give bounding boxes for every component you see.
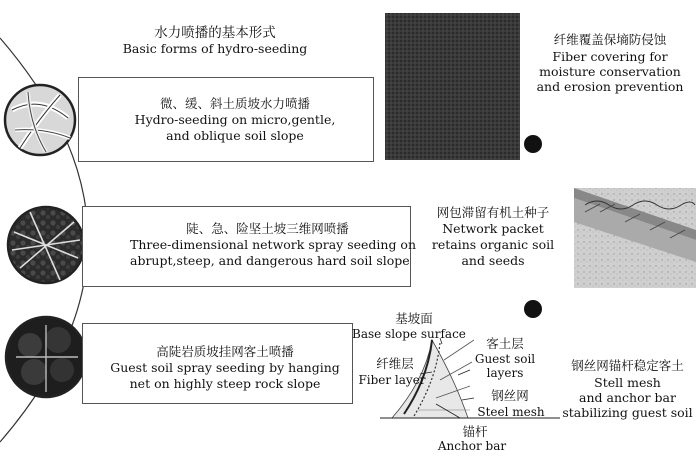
effect-3-en2: and anchor bar xyxy=(579,390,676,405)
effect-1-en2: moisture conservation xyxy=(539,64,681,79)
steel-mesh-zh: 钢丝网 xyxy=(491,388,529,403)
circle-network-image xyxy=(8,207,84,283)
title-en: Basic forms of hydro-seeding xyxy=(122,41,308,56)
effect-3-en3: stabilizing guest soil xyxy=(562,405,693,420)
form-3-en1: Guest soil spray seeding by hanging xyxy=(110,360,340,375)
effect-2-zh: 网包滞留有机土种子 xyxy=(436,205,550,220)
form-2-zh: 陡、急、险坚土坡三维网喷播 xyxy=(186,221,349,236)
title-zh: 水力喷播的基本形式 xyxy=(154,25,276,41)
effect-3-zh: 钢丝网锚杆稳定客土 xyxy=(571,358,684,373)
circle-guest-soil-image xyxy=(6,317,86,397)
guest-soil-en1: Guest soil xyxy=(474,352,536,366)
fiber-layer-en: Fiber layer xyxy=(358,373,426,387)
form-2-en1: Three-dimensional network spray seeding on xyxy=(130,237,417,252)
effect-2-en2: retains organic soil xyxy=(431,237,555,252)
steel-mesh-en: Steel mesh xyxy=(477,405,545,419)
anchor-bar-zh: 锚杆 xyxy=(462,424,488,439)
circle-fiber-image xyxy=(5,85,75,155)
fiber-layer-zh: 纤维层 xyxy=(376,356,414,371)
bullet-2 xyxy=(524,300,542,318)
effect-1-zh: 纤维覆盖保墒防侵蚀 xyxy=(553,32,667,47)
base-slope-en: Base slope surface xyxy=(352,327,466,341)
form-3-zh: 高陡岩质坡挂网客土喷播 xyxy=(156,344,294,359)
fiber-cover-image xyxy=(385,13,520,160)
form-1-zh: 微、缓、斜土质坡水力喷播 xyxy=(159,96,310,111)
effect-3-en1: Stell mesh xyxy=(594,375,661,390)
effect-2-en1: Network packet xyxy=(442,221,544,236)
form-1-en2: and oblique soil slope xyxy=(166,128,304,143)
network-packet-image xyxy=(574,188,696,288)
anchor-bar-en: Anchor bar xyxy=(437,439,507,453)
base-slope-zh: 基坡面 xyxy=(395,311,433,326)
form-2-en2: abrupt,steep, and dangerous hard soil slope xyxy=(130,253,410,268)
form-1-en1: Hydro-seeding on micro,gentle, xyxy=(134,112,336,127)
effect-1-en3: and erosion prevention xyxy=(536,79,684,94)
effect-2-en3: and seeds xyxy=(461,253,525,268)
bullet-1 xyxy=(524,135,542,153)
effect-1-en1: Fiber covering for xyxy=(552,49,668,64)
guest-soil-en2: layers xyxy=(486,366,524,380)
guest-soil-zh: 客土层 xyxy=(486,336,524,351)
form-3-en2: net on highly steep rock slope xyxy=(129,376,321,391)
